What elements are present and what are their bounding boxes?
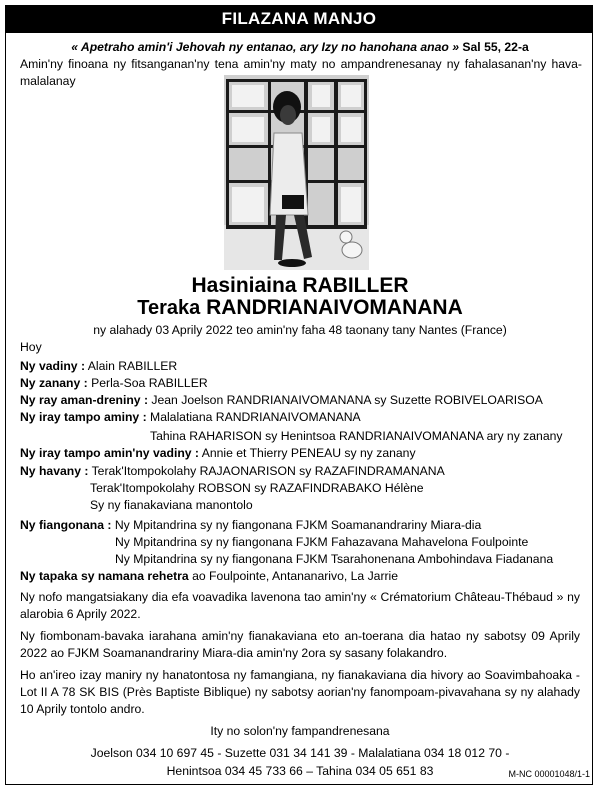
iraytampo-label: Ny iray tampo aminy : (20, 410, 147, 424)
raymandreny-label: Ny ray aman-dreniny : (20, 393, 149, 407)
raymandreny-row (20, 392, 543, 409)
deceased-maiden-name (0, 296, 600, 320)
iraytampo-row (20, 409, 361, 426)
fiangonana-value-1: Ny Mpitandrina sy ny fiangonana FJKM Soamanandrariny Miara-dia (114, 518, 482, 532)
havany-value-3: Sy ny fianakaviana manontolo (90, 498, 253, 512)
portrait-photo (224, 75, 369, 270)
contacts-line-1: Joelson 034 10 697 45 - Suzette 031 34 141 39 - Malalatiana 034 18 012 70 - (90, 746, 510, 760)
fiangonana-value-2: Ny Mpitandrina sy ny fiangonana FJKM Fahazavana Mahavelona Foulpointe (115, 535, 529, 549)
zanany-label: Ny zanany : (20, 376, 88, 390)
visit-paragraph: Ho an'ireo izay maniry ny hanatontosa ny famangiana, ny fianakaviana dia hivory ao Soavimbahoaka - Lot II A 78 SK BIS (Près Baptiste Biblique) ny sabotsy aorian'ny fanompoam-pivavahana sy ny alahady 10 Aprily tontolo andro. (20, 668, 580, 716)
bible-verse (0, 39, 600, 56)
havany-value-1: Terak'Itompokolahy RAJAONARISON sy RAZAFINDRAMANANA (91, 464, 445, 478)
reference-code: M-NC 00001048/1-1 (508, 769, 590, 779)
iraytampo-value-1: Malalatiana RANDRIANAIVOMANANA (150, 410, 361, 424)
fiangonana-row (20, 517, 481, 534)
zanany-value: Perla-Soa RABILLER (91, 376, 208, 390)
fiangonana-label: Ny fiangonana : (20, 518, 112, 532)
portrait-photo-image (224, 75, 369, 270)
tapaka-row (20, 568, 398, 585)
cremation-paragraph: Ny nofo mangatsiakany dia efa voavadika lavenona tao amin'ny « Crématorium Château-Thébaud » ny alarobia 6 Aprily 2022. (20, 590, 580, 621)
tapaka-value: ao Foulpointe, Antananarivo, La Jarrie (192, 569, 399, 583)
closing-text: Ity no solon'ny fampandrenesana (210, 724, 390, 738)
iraytampo-vadiny-row (20, 445, 416, 462)
fiangonana-value-3: Ny Mpitandrina sy ny fiangonana FJKM Tsarahonenana Ambohindava Fiadanana (115, 552, 554, 566)
iraytampo-vadiny-label: Ny iray tampo amin'ny vadiny : (20, 446, 199, 460)
havany-value-2: Terak'Itompokolahy ROBSON sy RAZAFINDRABAKO Hélène (90, 481, 424, 495)
tapaka-label: Ny tapaka sy namana rehetra (20, 569, 189, 583)
verse-reference: Sal 55, 22-a (462, 40, 529, 54)
maiden-name: RANDRIANAIVOMANANA (206, 296, 463, 319)
vadiny-row (20, 358, 177, 375)
havany-row (20, 463, 445, 480)
teraka-label: Teraka (137, 297, 201, 319)
havany-label: Ny havany : (20, 464, 89, 478)
prayer-paragraph: Ny fiombonam-bavaka iarahana amin'ny fianakaviana eto an-toerana dia hatao ny sabotsy 09 Aprily 2022 ao FJKM Soamanandrariny Miara-dia amin'ny 2ora sy sasany folakandro. (20, 629, 580, 660)
vadiny-label: Ny vadiny : (20, 359, 86, 373)
raymandreny-value: Jean Joelson RANDRIANAIVOMANANA sy Suzette ROBIVELOARISOA (151, 393, 543, 407)
intro-text: Amin'ny finoana ny fitsanganan'ny tena amin'ny maty no ampandrenesanay ny fahalasanan'ny hava-malalanay (20, 57, 582, 88)
hoy-text: Hoy (20, 340, 42, 354)
vadiny-value: Alain RABILLER (87, 359, 178, 373)
death-line: ny alahady 03 Aprily 2022 teo amin'ny faha 48 taonany tany Nantes (France) (93, 323, 507, 337)
verse-quote: « Apetraho amin'i Jehovah ny entanao, ary Izy no hanohana anao » (71, 40, 459, 54)
iraytampo-value-2: Tahina RAHARISON sy Henintsoa RANDRIANAIVOMANANA ary ny zanany (150, 429, 563, 443)
contacts-line-2: Henintsoa 034 45 733 66 – Tahina 034 05 651 83 (166, 764, 434, 778)
iraytampo-vadiny-value: Annie et Thierry PENEAU sy ny zanany (201, 446, 416, 460)
deceased-name: Hasiniaina RABILLER (191, 274, 409, 297)
notice-title: FILAZANA MANJO (5, 5, 593, 33)
zanany-row (20, 375, 208, 392)
